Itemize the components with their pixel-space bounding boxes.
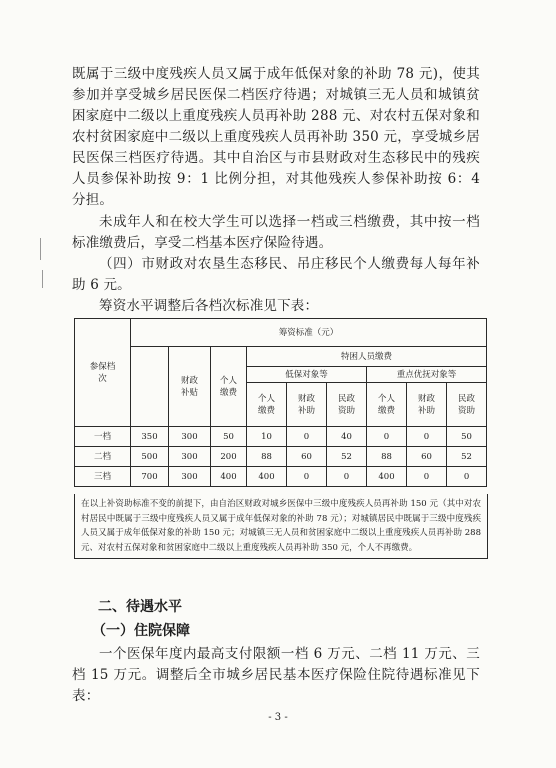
table-cell: 88 xyxy=(247,447,287,467)
table-cell: 300 xyxy=(169,447,211,467)
table-cell: 0 xyxy=(367,427,407,447)
table-cell: 52 xyxy=(447,447,487,467)
row-tier-label: 三档 xyxy=(75,467,131,487)
sub-header-cell: 财政补助 xyxy=(287,383,327,427)
subsection-heading-inpatient: （一）住院保障 xyxy=(92,623,190,639)
row-tier-label: 二档 xyxy=(75,447,131,467)
left-margin-mark-2 xyxy=(42,270,43,288)
table-row xyxy=(75,447,487,467)
paragraph-payment-limits: 一个医保年度内最高支付限额一档 6 万元、二档 11 万元、三档 15 万元。调整后全市城乡居民基本医疗保险住院待遇标准见下表： xyxy=(72,646,480,704)
table-cell: 40 xyxy=(327,427,367,447)
table-cell: 0 xyxy=(287,427,327,447)
table-cell: 50 xyxy=(447,427,487,447)
table-cell: 0 xyxy=(407,467,447,487)
table-cell: 50 xyxy=(211,427,247,447)
table-cell: 350 xyxy=(131,427,169,447)
table-cell: 10 xyxy=(247,427,287,447)
header-special-needs: 特困人员缴费 xyxy=(247,347,487,367)
section-heading-benefits: 二、待遇水平 xyxy=(98,599,182,615)
sub-header-cell: 个人缴费 xyxy=(367,383,407,427)
left-margin-mark xyxy=(40,238,41,260)
table-row xyxy=(75,467,487,487)
paragraph-resettled-migrants: （四）市财政对农垦生态移民、吊庄移民个人缴费每人每年补助 6 元。 xyxy=(72,256,480,293)
table-cell: 0 xyxy=(327,467,367,487)
sub-header-cell: 民政资助 xyxy=(447,383,487,427)
table-cell: 400 xyxy=(247,467,287,487)
table-footnote: 在以上补资助标准不变的前提下，由自治区财政对城乡医保中三级中度残疾人员再补助 150 元（其中对农村居民中既属于三级中度残疾人员又属于成年低保对象的补助 78 元）；对城镇居民中既属于三级中度残疾人员又属于成年低保对象的补助 150 元；对城镇三无人员和贫困家庭中二级以上重度残疾人员再补助 288 元、对农村五保对象和贫困家庭中二级以上重度残疾人员再补助 350 元，个人不再缴费。 xyxy=(74,494,488,559)
table-cell: 700 xyxy=(131,467,169,487)
row-tier-label: 一档 xyxy=(75,427,131,447)
table-cell: 400 xyxy=(211,467,247,487)
paragraph-minors-students: 未成年人和在校大学生可以选择一档或三档缴费，其中按一档标准缴费后，享受二档基本医疗保险待遇。 xyxy=(72,214,480,251)
paragraph-table-intro: 筹资水平调整后各档次标准见下表： xyxy=(99,298,319,314)
table-cell: 300 xyxy=(169,467,211,487)
table-cell: 500 xyxy=(131,447,169,467)
table-cell: 0 xyxy=(407,427,447,447)
table-cell: 60 xyxy=(287,447,327,467)
sub-header-cell: 个人缴费 xyxy=(247,383,287,427)
table-cell: 88 xyxy=(367,447,407,467)
header-tier: 参保档次 xyxy=(75,319,131,427)
table-cell: 200 xyxy=(211,447,247,467)
table-row xyxy=(75,427,487,447)
paragraph-disability-subsidy: 既属于三级中度残疾人员又属于成年低保对象的补助 78 元)，使其参加并享受城乡居民医保二档医疗待遇；对城镇三无人员和城镇贫困家庭中二级以上重度残疾人员再补助 288 元、对农村五保对象和农村贫困家庭中二级以上重度残疾人员再补助 350 元，享受城乡居民医保三档医疗待遇。其中自治区与市县财政对生态移民中的残疾人员参保补助按 9：1 比例分担，对其他残疾人参保补助按 6：4 分担。 xyxy=(72,66,480,208)
sub-header-cell: 财政补助 xyxy=(407,383,447,427)
table-cell: 0 xyxy=(287,467,327,487)
header-funding-standard: 筹资标准（元） xyxy=(131,319,487,347)
table-cell: 52 xyxy=(327,447,367,467)
funding-standard-table-wrap xyxy=(74,318,486,487)
table-cell: 60 xyxy=(407,447,447,467)
page-number: - 3 - xyxy=(268,712,288,723)
header-fiscal-subsidy: 财政补贴 xyxy=(169,347,211,427)
header-total xyxy=(131,347,169,427)
table-cell: 0 xyxy=(447,467,487,487)
funding-standard-table xyxy=(74,318,487,487)
header-youfu: 重点优抚对象等 xyxy=(367,367,487,383)
table-cell: 400 xyxy=(367,467,407,487)
sub-header-cell: 民政资助 xyxy=(327,383,367,427)
header-personal-payment: 个人缴费 xyxy=(211,347,247,427)
header-dibao: 低保对象等 xyxy=(247,367,367,383)
table-cell: 300 xyxy=(169,427,211,447)
